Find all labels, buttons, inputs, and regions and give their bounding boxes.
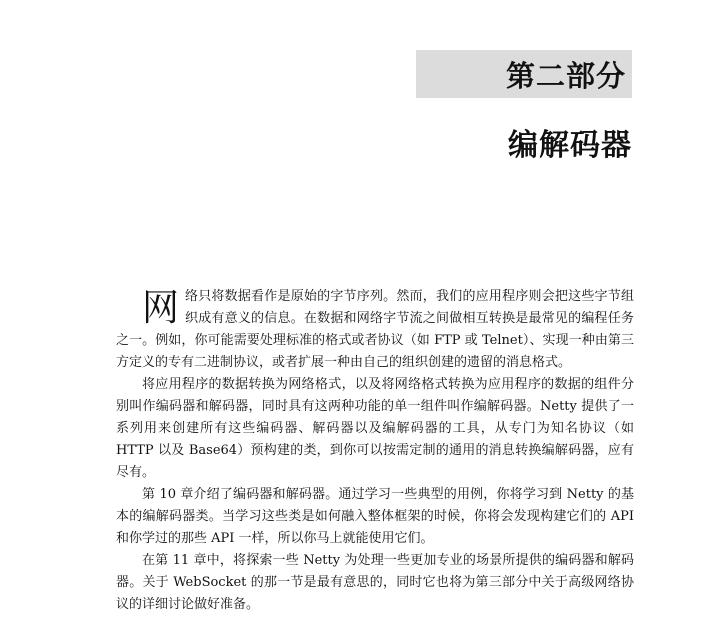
section-title: 编解码器 [508,128,632,163]
paragraph-chapter-10: 第 10 章介绍了编码器和解码器。通过学习一些典型的用例，你将学习到 Netty 的基本的编解码器类。当学习这些类是如何融入整体框架的时候，你将会发现构建它们的 API 和你学过的那些 API 一样，所以你马上就能使用它们。 [116,487,634,546]
paragraph-codecs: 将应用程序的数据转换为网络格式，以及将网络格式转换为应用程序的数据的组件分别叫作编码器和解码器，同时具有这两种功能的单一组件叫作编解码器。Netty 提供了一系列用来创建所有这些编码器、解码器以及编解码器的工具，从专门为知名协议（如 HTTP 以及 Base64）预构建的类，到你可以按需定制的通用的消息转换编解码器，应有尽有。 [116,377,634,480]
part-title-box [416,50,632,98]
intro-paragraph-text: 络只将数据看作是原始的字节序列。然而，我们的应用程序则会把这些字节组织成有意义的信息。在数据和网络字节流之间做相互转换是最常见的编程任务之一。例如，你可能需要处理标准的格式或者协议（如 FTP 或 Telnet）、实现一种由第三方定义的专有二进制协议，或者扩展一种由自己的组织创建的遗留的消息格式。 [116,289,634,370]
intro-paragraph [116,286,634,374]
body-text [116,286,634,616]
paragraph-chapter-11: 在第 11 章中，将探索一些 Netty 为处理一些更加专业的场景所提供的编码器和解码器。关于 WebSocket 的那一节是最有意思的，同时它也将为第三部分中关于高级网络协议的详细讨论做好准备。 [116,553,634,612]
drop-cap: 网 [142,286,179,329]
part-title: 第二部分 [505,58,626,93]
